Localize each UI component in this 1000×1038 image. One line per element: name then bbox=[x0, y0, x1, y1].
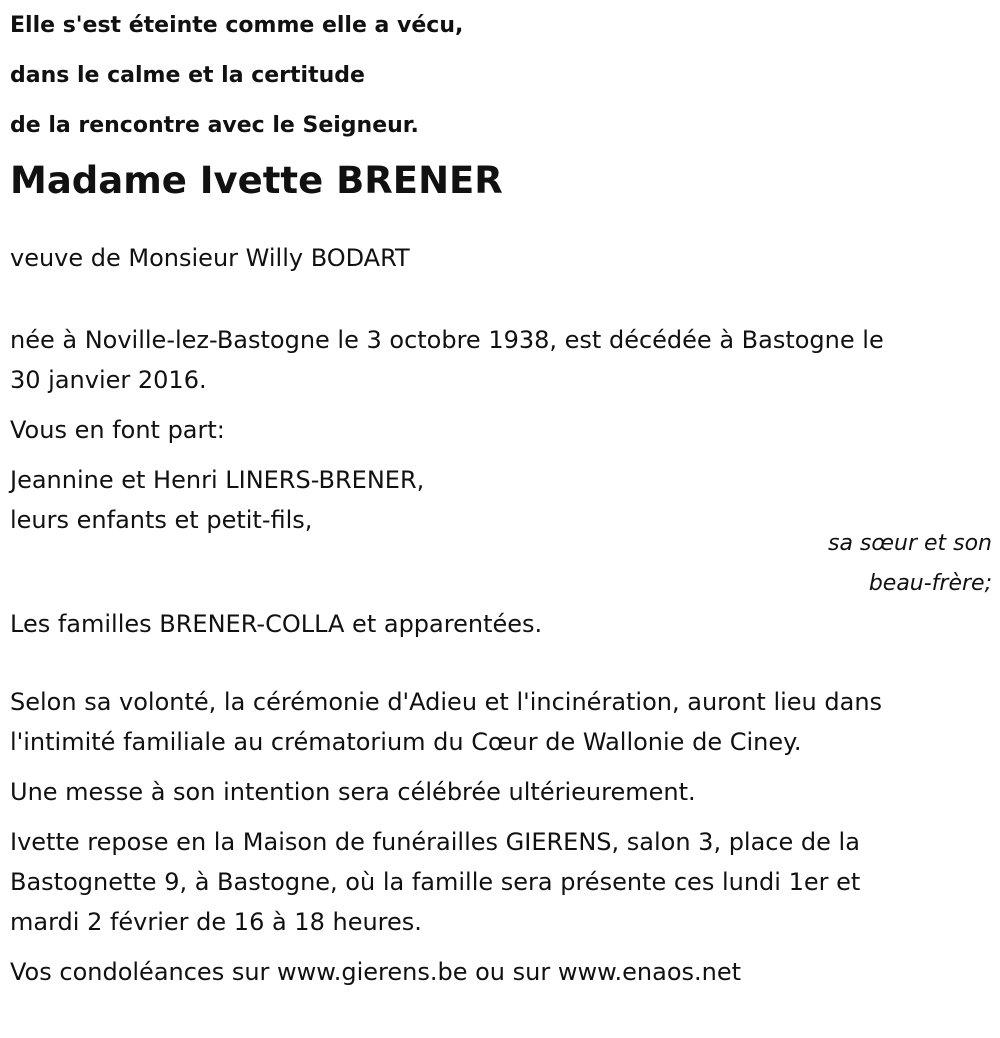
ceremony-paragraph bbox=[10, 682, 992, 762]
funeral-home-line-2: Bastognette 9, à Bastogne, où la famille sera présente ces lundi 1er et bbox=[10, 868, 861, 896]
ceremony-line-2: l'intimité familiale au crématorium du Cœur de Wallonie de Ciney. bbox=[10, 728, 802, 756]
birth-death-paragraph bbox=[10, 320, 992, 400]
sibling-line-2: beau-frère; bbox=[868, 571, 992, 596]
funeral-home-line-3: mardi 2 février de 16 à 18 heures. bbox=[10, 908, 422, 936]
family-line-1: Jeannine et Henri LINERS-BRENER, bbox=[10, 466, 425, 494]
deceased-name: Madame Ivette BRENER bbox=[10, 159, 503, 202]
epigraph bbox=[10, 1, 992, 151]
condolences-line: Vos condoléances sur www.gierens.be ou sur www.enaos.net bbox=[10, 958, 742, 986]
announce-line: Vous en font part: bbox=[10, 416, 225, 444]
ceremony-line-1: Selon sa volonté, la cérémonie d'Adieu et l'incinération, auront lieu dans bbox=[10, 688, 883, 716]
epigraph-line-3: de la rencontre avec le Seigneur. bbox=[10, 113, 419, 138]
spouse-line: veuve de Monsieur Willy BODART bbox=[10, 244, 410, 272]
obituary-notice bbox=[10, 0, 992, 992]
funeral-home-line-1: Ivette repose en la Maison de funérailles GIERENS, salon 3, place de la bbox=[10, 828, 860, 856]
family-line-2: leurs enfants et petit-fils, bbox=[10, 506, 313, 534]
epigraph-line-2: dans le calme et la certitude bbox=[10, 63, 365, 88]
funeral-home-paragraph bbox=[10, 822, 992, 942]
epigraph-line-1: Elle s'est éteinte comme elle a vécu, bbox=[10, 13, 464, 38]
birth-death-line-1: née à Noville-lez-Bastogne le 3 octobre 1938, est décédée à Bastogne le bbox=[10, 326, 884, 354]
families-line: Les familles BRENER-COLLA et apparentées. bbox=[10, 610, 543, 638]
birth-death-line-2: 30 janvier 2016. bbox=[10, 366, 207, 394]
sibling-line-1: sa sœur et son bbox=[827, 531, 992, 556]
mass-line: Une messe à son intention sera célébrée ultérieurement. bbox=[10, 778, 696, 806]
